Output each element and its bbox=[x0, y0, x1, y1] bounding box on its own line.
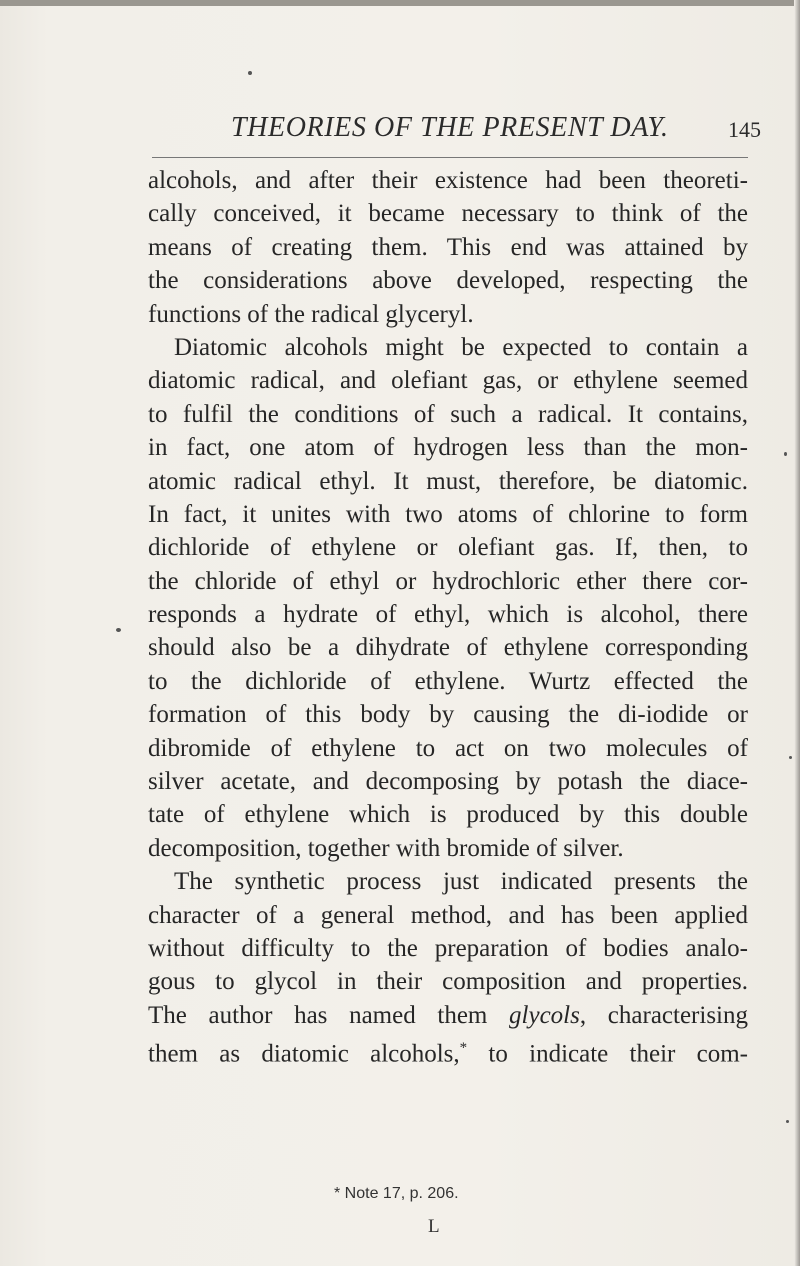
text-line: Diatomic alcohols might be expected to contain a bbox=[174, 333, 748, 361]
line-lead: them as diatomic alcohols, bbox=[148, 1040, 460, 1068]
text-line: In fact, it unites with two atoms of chlorine to form bbox=[148, 500, 748, 528]
text-line: silver acetate, and decomposing by potash the diace- bbox=[148, 768, 748, 796]
text-line-with-italic bbox=[148, 999, 748, 1032]
text-line: means of creating them. This end was attained by bbox=[148, 233, 748, 261]
text-line: gous to glycol in their composition and properties. bbox=[148, 968, 748, 996]
text-line: dichloride of ethylene or olefiant gas. If, then, to bbox=[148, 534, 748, 562]
text-line: atomic radical ethyl. It must, therefore, be diatomic. bbox=[148, 467, 748, 495]
print-speck bbox=[248, 71, 252, 75]
print-speck bbox=[786, 1120, 789, 1123]
text-line: character of a general method, and has been applied bbox=[148, 901, 748, 929]
text-line: formation of this body by causing the di-iodide or bbox=[148, 701, 748, 729]
text-line: dibromide of ethylene to act on two molecules of bbox=[148, 734, 748, 762]
italic-term: glycols bbox=[509, 1001, 580, 1029]
text-line: the considerations above developed, respecting the bbox=[148, 267, 748, 295]
body-text bbox=[148, 164, 748, 1066]
text-line: decomposition, together with bromide of silver. bbox=[148, 834, 624, 862]
text-line: to the dichloride of ethylene. Wurtz effected the bbox=[148, 667, 748, 695]
text-line-with-footnote-ref bbox=[148, 1032, 748, 1068]
text-line: without difficulty to the preparation of bodies analo- bbox=[148, 934, 748, 962]
text-line: to fulfil the conditions of such a radical. It contains, bbox=[148, 400, 748, 428]
signature-mark: L bbox=[428, 1216, 440, 1237]
text-line: the chloride of ethyl or hydrochloric ether there cor- bbox=[148, 567, 748, 595]
print-speck bbox=[116, 628, 121, 632]
page-right-edge bbox=[794, 0, 800, 1266]
line-tail: , characterising bbox=[579, 1001, 748, 1029]
text-line: responds a hydrate of ethyl, which is alcohol, there bbox=[148, 601, 748, 629]
text-line: tate of ethylene which is produced by this double bbox=[148, 801, 748, 829]
running-head: THEORIES OF THE PRESENT DAY. bbox=[231, 112, 669, 143]
text-line: functions of the radical glyceryl. bbox=[148, 300, 474, 328]
text-line: diatomic radical, and olefiant gas, or ethylene seemed bbox=[148, 367, 748, 395]
print-speck bbox=[789, 756, 792, 759]
footnote: * Note 17, p. 206. bbox=[334, 1185, 459, 1202]
footnote-reference: * bbox=[459, 1040, 468, 1057]
text-line: in fact, one atom of hydrogen less than the mon- bbox=[148, 434, 748, 462]
top-edge-rule bbox=[0, 0, 800, 6]
line-tail: to indicate their com- bbox=[467, 1040, 748, 1068]
header-rule bbox=[152, 157, 748, 158]
text-line: cally conceived, it became necessary to think of the bbox=[148, 200, 748, 228]
text-line: alcohols, and after their existence had been theoreti- bbox=[148, 167, 748, 194]
text-line: The synthetic process just indicated presents the bbox=[174, 868, 748, 896]
print-speck bbox=[784, 452, 787, 456]
line-lead: The author has named them bbox=[148, 1001, 510, 1029]
page-number: 145 bbox=[728, 117, 761, 142]
text-line: should also be a dihydrate of ethylene corresponding bbox=[148, 634, 748, 662]
